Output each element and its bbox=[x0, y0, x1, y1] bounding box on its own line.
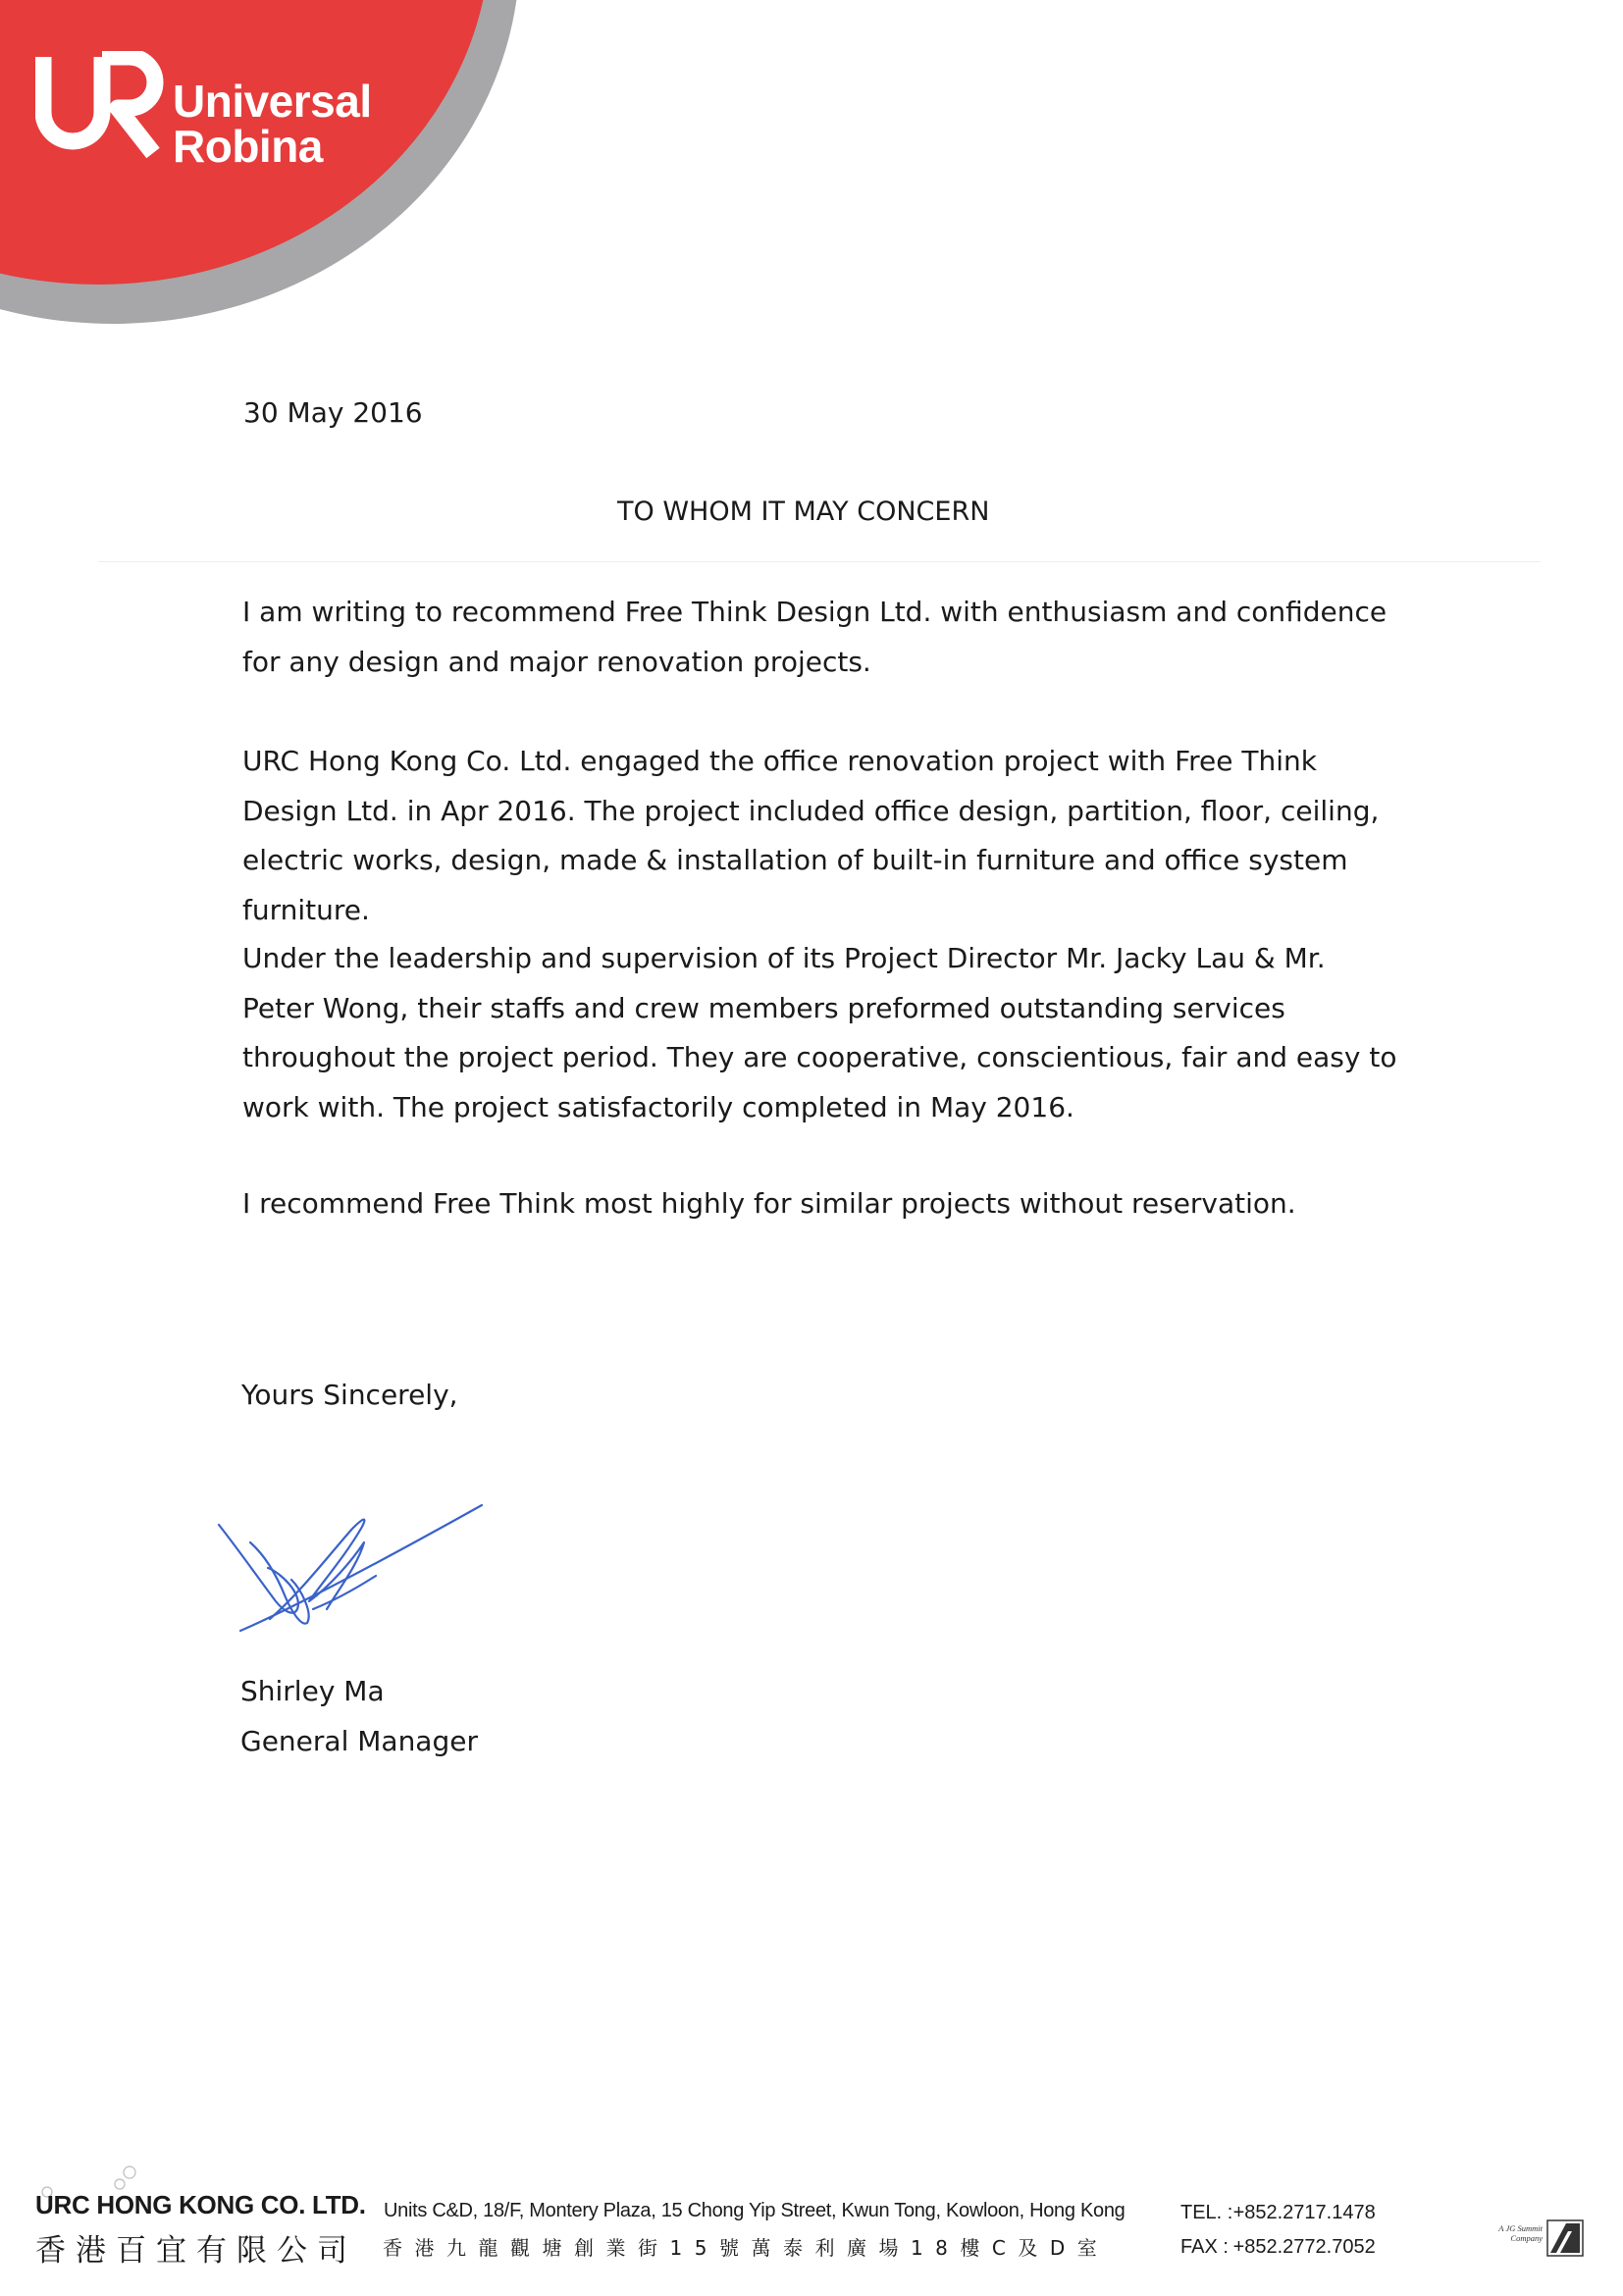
logo-wordmark bbox=[173, 76, 372, 172]
divider bbox=[98, 561, 1541, 562]
footer-company-name-cn: 香港百宜有限公司 bbox=[35, 2233, 357, 2269]
letter-closing: Yours Sincerely, bbox=[241, 1379, 458, 1411]
footer-tel bbox=[1180, 2202, 1376, 2224]
paragraph-3: Under the leadership and supervision of its Project Director Mr. Jacky Lau & Mr. Peter Wong, their staffs and crew members preformed outstanding services throughout the project period. They are cooperative, conscientious, fair and easy to work with. The project satisfactorily completed in May 2016. bbox=[242, 942, 1397, 1123]
fax-label: FAX : bbox=[1180, 2236, 1229, 2258]
fax-number: +852.2772.7052 bbox=[1232, 2236, 1376, 2258]
footer-address: Units C&D, 18/F, Montery Plaza, 15 Chong Yip Street, Kwun Tong, Kowloon, Hong Kong bbox=[384, 2200, 1126, 2221]
footer-address-cn: 香港九龍觀塘創業街15號萬泰利廣場18樓C及D室 bbox=[383, 2236, 1110, 2260]
universal-robina-logo bbox=[35, 51, 389, 172]
paragraph-4: I recommend Free Think most highly for similar projects without reservation. bbox=[242, 1187, 1296, 1220]
letter-date: 30 May 2016 bbox=[243, 396, 423, 429]
letter-salutation: TO WHOM IT MAY CONCERN bbox=[617, 496, 990, 527]
jg-summit-badge bbox=[1484, 2219, 1586, 2259]
footer-fax bbox=[1180, 2236, 1376, 2259]
paragraph-2: URC Hong Kong Co. Ltd. engaged the office renovation project with Free Think Design Ltd. in Apr 2016. The project included office design, partition, floor, ceiling, electric works, design, made & installation of built-in furniture and office system furniture. bbox=[242, 745, 1380, 926]
tel-number: +852.2717.1478 bbox=[1232, 2202, 1376, 2223]
logo-line-robina: Robina bbox=[173, 121, 323, 172]
jg-summit-badge-text bbox=[1474, 2223, 1543, 2243]
paragraph-1: I am writing to recommend Free Think Design Ltd. with enthusiasm and confidence for any design and major renovation projects. bbox=[242, 596, 1387, 678]
jg-summit-logo-icon bbox=[1546, 2219, 1584, 2257]
signature bbox=[211, 1491, 486, 1658]
signer-title: General Manager bbox=[240, 1725, 478, 1757]
footer-company-name: URC HONG KONG CO. LTD. bbox=[35, 2190, 366, 2219]
signer-name: Shirley Ma bbox=[240, 1675, 385, 1707]
badge-line-1: A JG Summit bbox=[1498, 2223, 1543, 2233]
logo-line-universal: Universal bbox=[173, 76, 372, 127]
ur-monogram-icon bbox=[35, 51, 173, 169]
badge-line-2: Company bbox=[1510, 2233, 1543, 2243]
tel-label: TEL. : bbox=[1180, 2202, 1233, 2223]
